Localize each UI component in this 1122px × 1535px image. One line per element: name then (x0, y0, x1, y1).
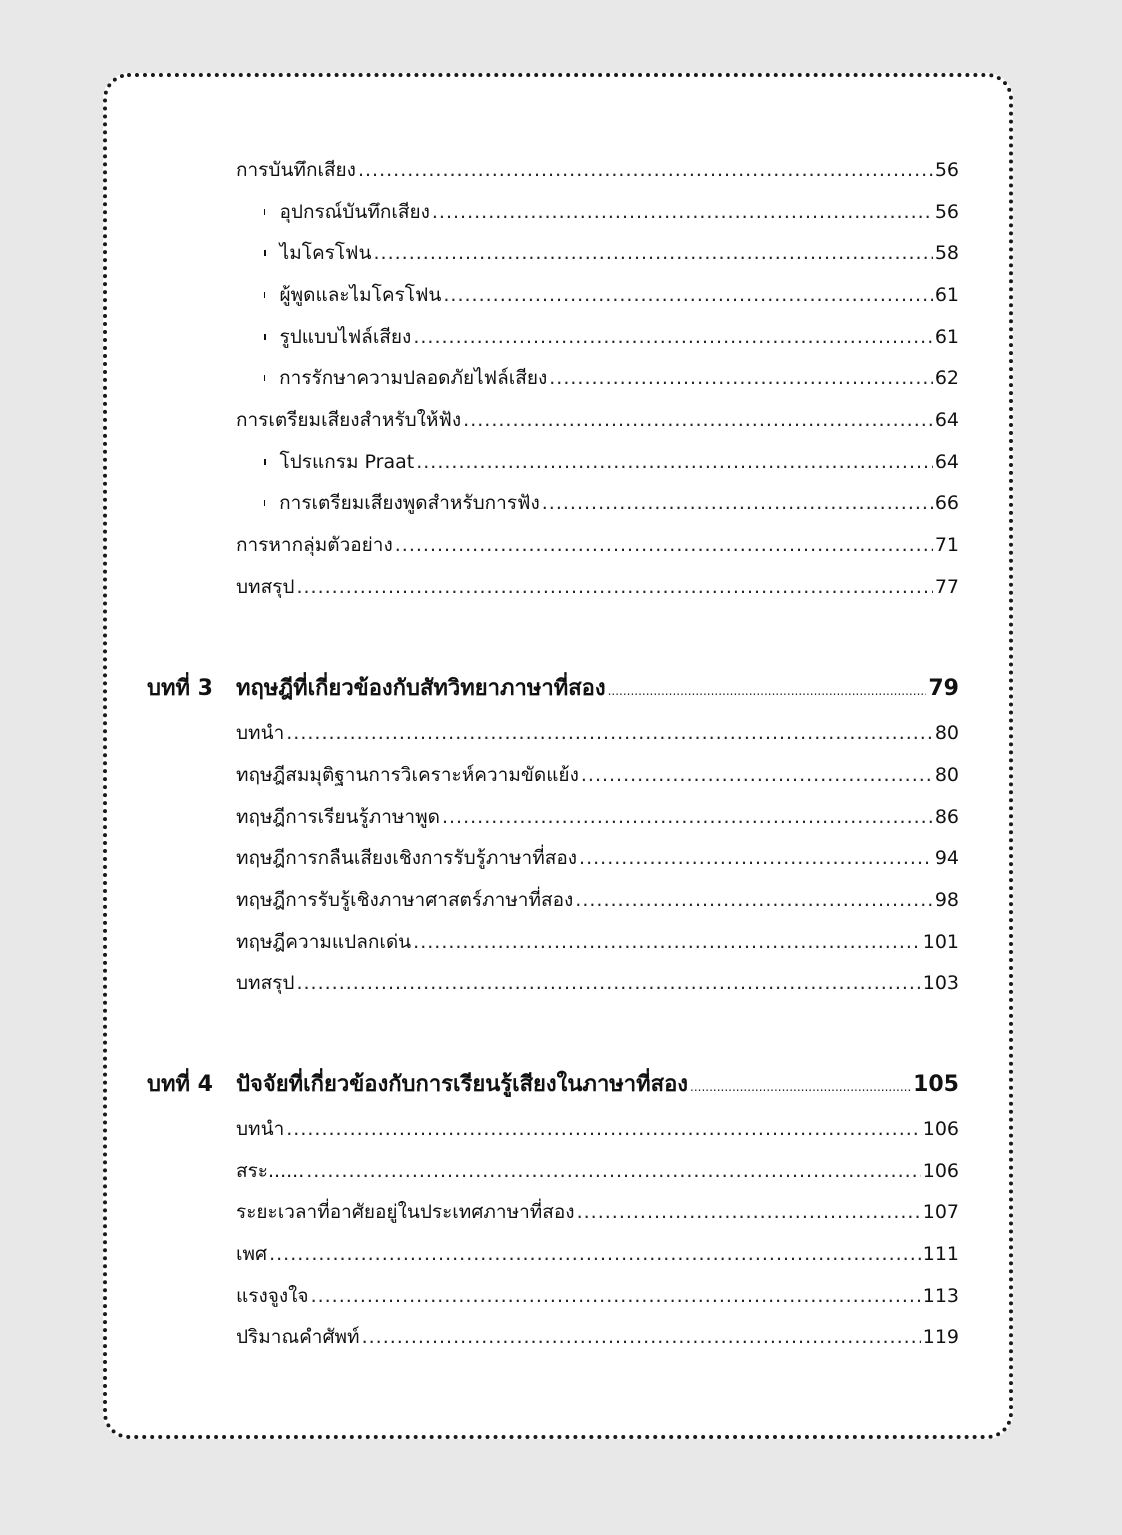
page-frame (103, 73, 1013, 1439)
toc-entry[interactable] (236, 1324, 959, 1350)
toc-entry-page: 66 (934, 492, 959, 514)
toc-entry-label: บทสรุป (236, 576, 295, 598)
toc-entry-page: 71 (934, 534, 959, 556)
toc-entry-page: 111 (922, 1243, 959, 1265)
toc-subentry[interactable] (264, 240, 959, 266)
toc-entry[interactable] (236, 1199, 959, 1225)
leader-dots (442, 804, 933, 830)
toc-entry-label: การเตรียมเสียงพูดสำหรับการฟัง (279, 492, 540, 514)
toc-entry-page: 77 (934, 576, 959, 598)
toc-entry-label: รูปแบบไฟล์เสียง (279, 326, 412, 348)
leader-dots (286, 720, 933, 746)
square-bullet-icon (264, 250, 266, 256)
leader-dots (432, 199, 933, 225)
square-bullet-icon (264, 334, 266, 340)
toc-subentry[interactable] (264, 282, 959, 308)
toc-entry[interactable] (236, 970, 959, 996)
chapter-3-title: ทฤษฎีที่เกี่ยวข้องกับสัทวิทยาภาษาที่สอง (236, 676, 606, 701)
toc-entry-page: 58 (934, 242, 959, 264)
toc-entry[interactable] (236, 929, 959, 955)
toc-entry-page: 61 (934, 284, 959, 306)
leader-dots (358, 157, 933, 183)
leader-dots (443, 282, 932, 308)
toc-entry-label: แรงจูงใจ (236, 1285, 309, 1307)
square-bullet-icon (264, 459, 266, 465)
leader-dots (311, 1283, 921, 1309)
leader-dots (416, 449, 933, 475)
chapter-4-title: ปัจจัยที่เกี่ยวข้องกับการเรียนรู้เสียงในภาษาที่สอง (236, 1072, 689, 1097)
toc-entry-page: 86 (934, 806, 959, 828)
toc-entry-label: ทฤษฎีความแปลกเด่น (236, 931, 412, 953)
toc-entry[interactable] (236, 1116, 959, 1142)
toc-entry-page: 119 (922, 1326, 959, 1348)
toc-entry-page: 103 (922, 972, 959, 994)
toc-entry-page: 113 (922, 1285, 959, 1307)
toc-entry[interactable] (236, 804, 959, 830)
toc-subentry[interactable] (264, 490, 959, 516)
chapter-3-heading[interactable] (236, 674, 959, 706)
toc-entry-label: เพศ (236, 1243, 268, 1265)
leader-dots (286, 1116, 920, 1142)
leader-dots (579, 845, 933, 871)
toc-entry[interactable] (236, 720, 959, 746)
toc-entry-label: ระยะเวลาที่อาศัยอยู่ในประเทศภาษาที่สอง (236, 1201, 575, 1223)
leader-dots (542, 490, 933, 516)
toc-subentry[interactable] (264, 449, 959, 475)
toc-entry-label: การเตรียมเสียงสำหรับให้ฟัง (236, 409, 462, 431)
toc-entry-page: 94 (934, 847, 959, 869)
toc-entry-page: 107 (922, 1201, 959, 1223)
toc-entry-page: 80 (934, 764, 959, 786)
toc-entry-label: อุปกรณ์บันทึกเสียง (279, 201, 430, 223)
toc-entry-label: สระ...... (236, 1160, 305, 1182)
toc-entry-label: โปรแกรม Praat (279, 451, 415, 473)
toc-subentry[interactable] (264, 324, 959, 350)
toc-entry-label: บทนำ (236, 722, 285, 744)
leader-dots (306, 1158, 920, 1184)
toc-entry-label: การบันทึกเสียง (236, 159, 356, 181)
toc-entry-page: 98 (934, 889, 959, 911)
toc-entry-label: ทฤษฎีการเรียนรู้ภาษาพูด (236, 806, 440, 828)
leader-dots (577, 1199, 921, 1225)
toc-entry-label: การรักษาความปลอดภัยไฟล์เสียง (279, 367, 548, 389)
chapter-3-page: 79 (928, 676, 959, 701)
toc-entry-page: 101 (922, 931, 959, 953)
chapter-4-number: บทที่ 4 (147, 1072, 213, 1097)
toc-subentry[interactable] (264, 365, 959, 391)
toc-entry-label: ทฤษฎีสมมุติฐานการวิเคราะห์ความขัดแย้ง (236, 764, 579, 786)
toc-entry-label: ไมโครโฟน (279, 242, 372, 264)
toc-entry-page: 56 (934, 159, 959, 181)
toc-entry[interactable] (236, 1158, 959, 1184)
toc-entry[interactable] (236, 1241, 959, 1267)
toc-entry-label: ปริมาณคำศัพท์ (236, 1326, 360, 1348)
toc-entry[interactable] (236, 762, 959, 788)
leader-dots (463, 407, 933, 433)
toc-entry-page: 56 (934, 201, 959, 223)
toc-entry-page: 64 (934, 451, 959, 473)
toc-entry[interactable] (236, 574, 959, 600)
toc-entry-label: การหากลุ่มตัวอย่าง (236, 534, 393, 556)
leader-dots (413, 324, 932, 350)
leader-dots (690, 1072, 911, 1102)
leader-dots (575, 887, 933, 913)
toc-entry-label: ผู้พูดและไมโครโฟน (279, 284, 442, 306)
chapter-4-page: 105 (913, 1072, 959, 1097)
toc-entry[interactable] (236, 157, 959, 183)
toc-entry[interactable] (236, 887, 959, 913)
leader-dots (374, 240, 933, 266)
toc-entry-label: ทฤษฎีการรับรู้เชิงภาษาศาสตร์ภาษาที่สอง (236, 889, 574, 911)
toc-entry-page: 106 (922, 1118, 959, 1140)
square-bullet-icon (264, 292, 265, 298)
toc-entry-page: 62 (934, 367, 959, 389)
toc-entry[interactable] (236, 1283, 959, 1309)
toc-entry-label: ทฤษฎีการกลืนเสียงเชิงการรับรู้ภาษาที่สอง (236, 847, 578, 869)
toc-entry-label: บทสรุป (236, 972, 295, 994)
leader-dots (581, 762, 933, 788)
leader-dots (608, 676, 927, 706)
toc-entry-page: 106 (922, 1160, 959, 1182)
leader-dots (296, 970, 920, 996)
chapter-4-heading[interactable] (236, 1070, 959, 1102)
toc-entry-label: บทนำ (236, 1118, 285, 1140)
leader-dots (395, 532, 933, 558)
leader-dots (269, 1241, 921, 1267)
square-bullet-icon (264, 209, 265, 215)
toc-entry[interactable] (236, 407, 959, 433)
toc-entry-page: 80 (934, 722, 959, 744)
square-bullet-icon (264, 375, 265, 381)
toc-entry-page: 61 (934, 326, 959, 348)
toc-entry[interactable] (236, 532, 959, 558)
leader-dots (549, 365, 933, 391)
leader-dots (362, 1324, 921, 1350)
square-bullet-icon (264, 500, 265, 506)
chapter-3-number: บทที่ 3 (147, 676, 213, 701)
toc-entry[interactable] (236, 845, 959, 871)
toc-entry-page: 64 (934, 409, 959, 431)
leader-dots (413, 929, 921, 955)
table-of-contents (107, 77, 1009, 1435)
leader-dots (296, 574, 932, 600)
toc-subentry[interactable] (264, 199, 959, 225)
